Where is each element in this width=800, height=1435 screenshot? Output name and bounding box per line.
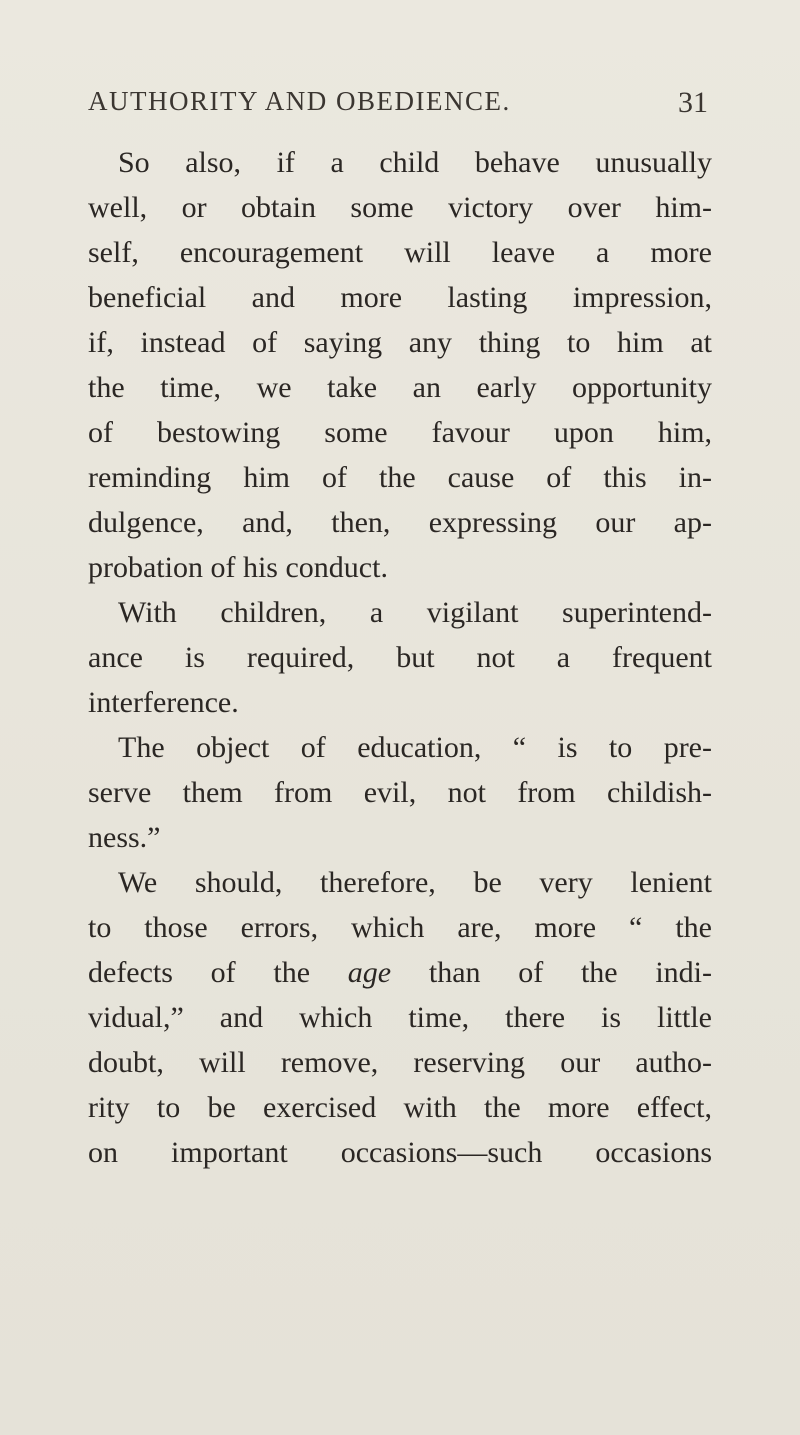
text-line: rity to be exercised with the more effect, — [88, 1091, 712, 1124]
text-line: vidual,” and which time, there is little — [88, 1001, 712, 1034]
text-line: interference. — [88, 686, 239, 719]
text-line: ance is required, but not a frequent — [88, 641, 712, 674]
text-line: if, instead of saying any thing to him at — [88, 326, 712, 359]
text-line: dulgence, and, then, expressing our ap- — [88, 506, 712, 539]
text-line-with-italic — [88, 950, 712, 995]
text-segment: defects of the — [88, 956, 348, 989]
text-segment: than of the indi- — [391, 956, 713, 989]
text-line: well, or obtain some victory over him- — [88, 191, 712, 224]
italic-word: age — [347, 956, 392, 989]
body-text — [88, 140, 712, 1175]
running-head: AUTHORITY AND OBEDIENCE. — [88, 86, 511, 116]
text-line: beneficial and more lasting impression, — [88, 281, 712, 314]
text-line: reminding him of the cause of this in- — [88, 461, 712, 494]
text-line: the time, we take an early opportunity — [88, 371, 712, 404]
text-line: So also, if a child behave unusually — [118, 146, 712, 179]
text-line: on important occasions—such occasions — [88, 1136, 712, 1169]
text-line: to those errors, which are, more “ the — [88, 911, 712, 944]
text-line: The object of education, “ is to pre- — [118, 731, 712, 764]
text-line: ness.” — [88, 821, 161, 854]
text-line: of bestowing some favour upon him, — [88, 416, 712, 449]
text-line: We should, therefore, be very lenient — [118, 866, 712, 899]
text-line: serve them from evil, not from childish- — [88, 776, 712, 809]
text-line: With children, a vigilant superintend- — [118, 596, 712, 629]
text-line: probation of his conduct. — [88, 551, 388, 584]
text-line: self, encouragement will leave a more — [88, 236, 712, 269]
page-header — [88, 86, 708, 130]
text-line: doubt, will remove, reserving our autho- — [88, 1046, 712, 1079]
page-number: 31 — [678, 86, 708, 119]
